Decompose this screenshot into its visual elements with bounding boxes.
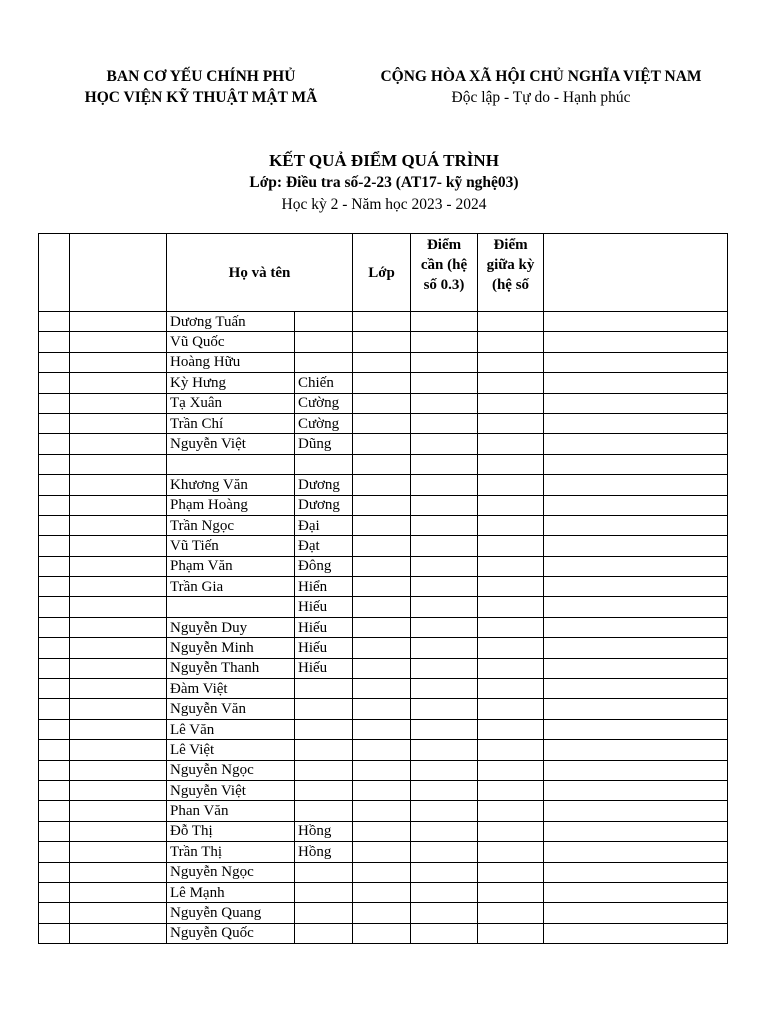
cell-extra [544, 332, 728, 352]
cell-last-name [295, 903, 353, 923]
cell-last-name: Dương [295, 475, 353, 495]
cell-first-name: Phạm Hoàng [167, 495, 295, 515]
cell-class [353, 413, 411, 433]
cell-stt [39, 780, 70, 800]
cell-diligence [411, 393, 478, 413]
cell-midterm [478, 393, 544, 413]
cell-midterm [478, 617, 544, 637]
cell-diligence [411, 515, 478, 535]
table-row [39, 454, 728, 474]
cell-midterm [478, 556, 544, 576]
cell-first-name: Nguyễn Quang [167, 903, 295, 923]
semester-line: Học kỳ 2 - Năm học 2023 - 2024 [281, 196, 487, 213]
cell-stt [39, 515, 70, 535]
cell-stt [39, 842, 70, 862]
cell-extra [544, 454, 728, 474]
cell-last-name: Cường [295, 393, 353, 413]
cell-stt [39, 597, 70, 617]
cell-diligence [411, 617, 478, 637]
cell-class [353, 780, 411, 800]
table-row [39, 556, 728, 576]
cell-stt [39, 903, 70, 923]
cell-stt [39, 475, 70, 495]
cell-student-id [70, 882, 167, 902]
cell-class [353, 495, 411, 515]
cell-last-name: Hiếu [295, 658, 353, 678]
cell-last-name: Chiến [295, 373, 353, 393]
cell-student-id [70, 413, 167, 433]
cell-diligence [411, 658, 478, 678]
header-student-id [70, 234, 167, 312]
cell-first-name: Tạ Xuân [167, 393, 295, 413]
cell-extra [544, 801, 728, 821]
cell-last-name [295, 679, 353, 699]
cell-student-id [70, 862, 167, 882]
cell-midterm [478, 903, 544, 923]
cell-class [353, 597, 411, 617]
cell-last-name: Dũng [295, 434, 353, 454]
cell-diligence [411, 862, 478, 882]
cell-midterm [478, 332, 544, 352]
cell-extra [544, 413, 728, 433]
document-title-block [0, 150, 768, 216]
table-row [39, 475, 728, 495]
cell-last-name: Hiếu [295, 638, 353, 658]
cell-midterm [478, 821, 544, 841]
table-row [39, 658, 728, 678]
header-diligence: Điểm cần (hệ số 0.3) [411, 234, 478, 312]
table-row [39, 577, 728, 597]
cell-extra [544, 556, 728, 576]
cell-midterm [478, 352, 544, 372]
cell-stt [39, 882, 70, 902]
table-row [39, 373, 728, 393]
cell-stt [39, 699, 70, 719]
cell-last-name [295, 862, 353, 882]
cell-last-name [295, 760, 353, 780]
cell-diligence [411, 740, 478, 760]
cell-diligence [411, 332, 478, 352]
cell-class [353, 475, 411, 495]
cell-student-id [70, 393, 167, 413]
cell-midterm [478, 638, 544, 658]
cell-stt [39, 740, 70, 760]
table-row [39, 597, 728, 617]
cell-diligence [411, 454, 478, 474]
header-right [352, 66, 730, 108]
cell-extra [544, 312, 728, 332]
cell-midterm [478, 495, 544, 515]
cell-last-name [295, 332, 353, 352]
cell-midterm [478, 862, 544, 882]
cell-class [353, 638, 411, 658]
cell-student-id [70, 495, 167, 515]
cell-midterm [478, 658, 544, 678]
header-midterm: Điểm giữa kỳ (hệ số [478, 234, 544, 312]
table-row [39, 760, 728, 780]
table-row [39, 780, 728, 800]
cell-stt [39, 923, 70, 943]
cell-last-name: Hiển [295, 577, 353, 597]
cell-first-name [167, 454, 295, 474]
cell-stt [39, 719, 70, 739]
cell-diligence [411, 801, 478, 821]
cell-stt [39, 332, 70, 352]
cell-last-name [295, 699, 353, 719]
cell-first-name: Đàm Việt [167, 679, 295, 699]
cell-first-name: Nguyễn Duy [167, 617, 295, 637]
cell-extra [544, 638, 728, 658]
cell-extra [544, 740, 728, 760]
cell-class [353, 332, 411, 352]
cell-student-id [70, 373, 167, 393]
cell-extra [544, 352, 728, 372]
cell-last-name [295, 740, 353, 760]
cell-stt [39, 658, 70, 678]
table-header-row [39, 234, 728, 312]
cell-diligence [411, 923, 478, 943]
cell-last-name: Đông [295, 556, 353, 576]
cell-first-name: Kỳ Hưng [167, 373, 295, 393]
cell-extra [544, 658, 728, 678]
cell-student-id [70, 903, 167, 923]
cell-extra [544, 475, 728, 495]
cell-last-name: Hồng [295, 821, 353, 841]
cell-midterm [478, 475, 544, 495]
cell-class [353, 577, 411, 597]
cell-last-name: Đại [295, 515, 353, 535]
cell-extra [544, 679, 728, 699]
cell-diligence [411, 780, 478, 800]
institute-name: HỌC VIỆN KỸ THUẬT MẬT MÃ [84, 89, 318, 106]
cell-first-name: Dương Tuấn [167, 312, 295, 332]
cell-student-id [70, 658, 167, 678]
cell-extra [544, 373, 728, 393]
cell-first-name: Khương Văn [167, 475, 295, 495]
cell-midterm [478, 434, 544, 454]
cell-extra [544, 780, 728, 800]
cell-class [353, 556, 411, 576]
cell-first-name: Vũ Tiến [167, 536, 295, 556]
table-row [39, 495, 728, 515]
cell-class [353, 801, 411, 821]
cell-last-name [295, 312, 353, 332]
cell-class [353, 454, 411, 474]
cell-diligence [411, 352, 478, 372]
table-row [39, 679, 728, 699]
table-row [39, 882, 728, 902]
cell-diligence [411, 597, 478, 617]
cell-first-name: Nguyễn Việt [167, 434, 295, 454]
cell-class [353, 842, 411, 862]
cell-student-id [70, 312, 167, 332]
cell-extra [544, 821, 728, 841]
cell-last-name: Cường [295, 413, 353, 433]
cell-diligence [411, 699, 478, 719]
cell-diligence [411, 903, 478, 923]
cell-midterm [478, 679, 544, 699]
header-extra [544, 234, 728, 312]
cell-student-id [70, 454, 167, 474]
cell-student-id [70, 597, 167, 617]
cell-first-name: Lê Văn [167, 719, 295, 739]
cell-class [353, 658, 411, 678]
cell-diligence [411, 638, 478, 658]
cell-extra [544, 393, 728, 413]
table-row [39, 862, 728, 882]
cell-student-id [70, 556, 167, 576]
cell-stt [39, 434, 70, 454]
header-stt [39, 234, 70, 312]
cell-stt [39, 413, 70, 433]
cell-stt [39, 352, 70, 372]
cell-class [353, 312, 411, 332]
cell-class [353, 434, 411, 454]
cell-extra [544, 842, 728, 862]
table-row [39, 923, 728, 943]
cell-last-name: Hiếu [295, 617, 353, 637]
cell-extra [544, 923, 728, 943]
cell-extra [544, 597, 728, 617]
header-name: Họ và tên [167, 234, 353, 312]
cell-stt [39, 821, 70, 841]
cell-last-name: Hiếu [295, 597, 353, 617]
cell-midterm [478, 454, 544, 474]
cell-student-id [70, 352, 167, 372]
cell-class [353, 923, 411, 943]
cell-student-id [70, 577, 167, 597]
cell-class [353, 821, 411, 841]
cell-first-name: Trần Thị [167, 842, 295, 862]
cell-student-id [70, 638, 167, 658]
cell-stt [39, 536, 70, 556]
cell-extra [544, 536, 728, 556]
cell-midterm [478, 719, 544, 739]
table-row [39, 393, 728, 413]
cell-student-id [70, 515, 167, 535]
cell-student-id [70, 821, 167, 841]
cell-first-name: Trần Chí [167, 413, 295, 433]
cell-last-name: Đạt [295, 536, 353, 556]
cell-extra [544, 719, 728, 739]
table-row [39, 352, 728, 372]
table-row [39, 740, 728, 760]
cell-student-id [70, 719, 167, 739]
cell-midterm [478, 577, 544, 597]
table-row [39, 617, 728, 637]
cell-class [353, 862, 411, 882]
cell-stt [39, 495, 70, 515]
cell-class [353, 699, 411, 719]
cell-first-name: Trần Ngọc [167, 515, 295, 535]
cell-first-name: Phạm Văn [167, 556, 295, 576]
cell-last-name [295, 454, 353, 474]
cell-extra [544, 434, 728, 454]
cell-class [353, 352, 411, 372]
cell-extra [544, 495, 728, 515]
cell-first-name: Nguyễn Việt [167, 780, 295, 800]
cell-midterm [478, 801, 544, 821]
cell-stt [39, 454, 70, 474]
cell-midterm [478, 760, 544, 780]
table-row [39, 515, 728, 535]
cell-first-name: Nguyễn Văn [167, 699, 295, 719]
header-left [50, 66, 352, 108]
cell-student-id [70, 617, 167, 637]
cell-extra [544, 699, 728, 719]
cell-stt [39, 638, 70, 658]
cell-stt [39, 617, 70, 637]
cell-last-name: Dương [295, 495, 353, 515]
national-title: CỘNG HÒA XÃ HỘI CHỦ NGHĨA VIỆT NAM [380, 68, 702, 85]
table-row [39, 821, 728, 841]
table-row [39, 638, 728, 658]
cell-last-name [295, 923, 353, 943]
cell-last-name: Hồng [295, 842, 353, 862]
cell-midterm [478, 597, 544, 617]
cell-stt [39, 679, 70, 699]
cell-first-name: Phan Văn [167, 801, 295, 821]
cell-midterm [478, 780, 544, 800]
cell-midterm [478, 536, 544, 556]
cell-first-name: Nguyễn Minh [167, 638, 295, 658]
cell-class [353, 719, 411, 739]
cell-class [353, 903, 411, 923]
cell-diligence [411, 882, 478, 902]
cell-class [353, 617, 411, 637]
cell-last-name [295, 352, 353, 372]
table-row [39, 536, 728, 556]
national-motto: Độc lập - Tự do - Hạnh phúc [451, 89, 631, 106]
cell-student-id [70, 780, 167, 800]
cell-student-id [70, 740, 167, 760]
table-row [39, 719, 728, 739]
cell-class [353, 882, 411, 902]
table-row [39, 413, 728, 433]
cell-last-name [295, 801, 353, 821]
cell-midterm [478, 842, 544, 862]
cell-diligence [411, 312, 478, 332]
cell-class [353, 515, 411, 535]
cell-stt [39, 393, 70, 413]
cell-student-id [70, 434, 167, 454]
cell-extra [544, 577, 728, 597]
cell-diligence [411, 536, 478, 556]
cell-student-id [70, 536, 167, 556]
cell-stt [39, 801, 70, 821]
table-row [39, 699, 728, 719]
cell-diligence [411, 577, 478, 597]
cell-stt [39, 373, 70, 393]
table-row [39, 842, 728, 862]
table-row [39, 312, 728, 332]
header-class: Lớp [353, 234, 411, 312]
cell-midterm [478, 699, 544, 719]
cell-first-name: Lê Việt [167, 740, 295, 760]
cell-extra [544, 760, 728, 780]
agency-name: BAN CƠ YẾU CHÍNH PHỦ [106, 68, 296, 85]
cell-diligence [411, 760, 478, 780]
cell-stt [39, 312, 70, 332]
cell-diligence [411, 719, 478, 739]
cell-first-name: Hoàng Hữu [167, 352, 295, 372]
cell-stt [39, 577, 70, 597]
cell-student-id [70, 801, 167, 821]
cell-first-name: Lê Mạnh [167, 882, 295, 902]
cell-diligence [411, 434, 478, 454]
cell-class [353, 393, 411, 413]
cell-first-name: Vũ Quốc [167, 332, 295, 352]
cell-student-id [70, 475, 167, 495]
cell-midterm [478, 882, 544, 902]
cell-first-name: Nguyễn Quốc [167, 923, 295, 943]
document-title: KẾT QUẢ ĐIỂM QUÁ TRÌNH [269, 151, 499, 170]
cell-student-id [70, 679, 167, 699]
cell-diligence [411, 413, 478, 433]
table-row [39, 332, 728, 352]
cell-student-id [70, 842, 167, 862]
cell-first-name: Nguyễn Ngọc [167, 862, 295, 882]
class-line: Lớp: Điều tra số-2-23 (AT17- kỹ nghệ03) [249, 174, 519, 191]
cell-extra [544, 903, 728, 923]
cell-class [353, 760, 411, 780]
cell-class [353, 740, 411, 760]
cell-student-id [70, 332, 167, 352]
cell-diligence [411, 475, 478, 495]
cell-midterm [478, 413, 544, 433]
cell-midterm [478, 923, 544, 943]
table-row [39, 434, 728, 454]
cell-diligence [411, 842, 478, 862]
cell-stt [39, 556, 70, 576]
cell-class [353, 679, 411, 699]
cell-stt [39, 862, 70, 882]
cell-diligence [411, 495, 478, 515]
cell-diligence [411, 556, 478, 576]
cell-last-name [295, 719, 353, 739]
cell-midterm [478, 312, 544, 332]
cell-diligence [411, 679, 478, 699]
cell-extra [544, 882, 728, 902]
cell-student-id [70, 699, 167, 719]
table-row [39, 801, 728, 821]
cell-class [353, 373, 411, 393]
cell-extra [544, 862, 728, 882]
cell-last-name [295, 780, 353, 800]
cell-extra [544, 617, 728, 637]
cell-first-name: Trần Gia [167, 577, 295, 597]
cell-midterm [478, 740, 544, 760]
table-row [39, 903, 728, 923]
cell-first-name: Nguyễn Thanh [167, 658, 295, 678]
cell-class [353, 536, 411, 556]
cell-diligence [411, 373, 478, 393]
cell-midterm [478, 373, 544, 393]
cell-student-id [70, 923, 167, 943]
cell-student-id [70, 760, 167, 780]
cell-first-name [167, 597, 295, 617]
cell-first-name: Đỗ Thị [167, 821, 295, 841]
cell-diligence [411, 821, 478, 841]
cell-stt [39, 760, 70, 780]
cell-last-name [295, 882, 353, 902]
cell-midterm [478, 515, 544, 535]
grades-table [38, 233, 728, 944]
cell-extra [544, 515, 728, 535]
cell-first-name: Nguyễn Ngọc [167, 760, 295, 780]
